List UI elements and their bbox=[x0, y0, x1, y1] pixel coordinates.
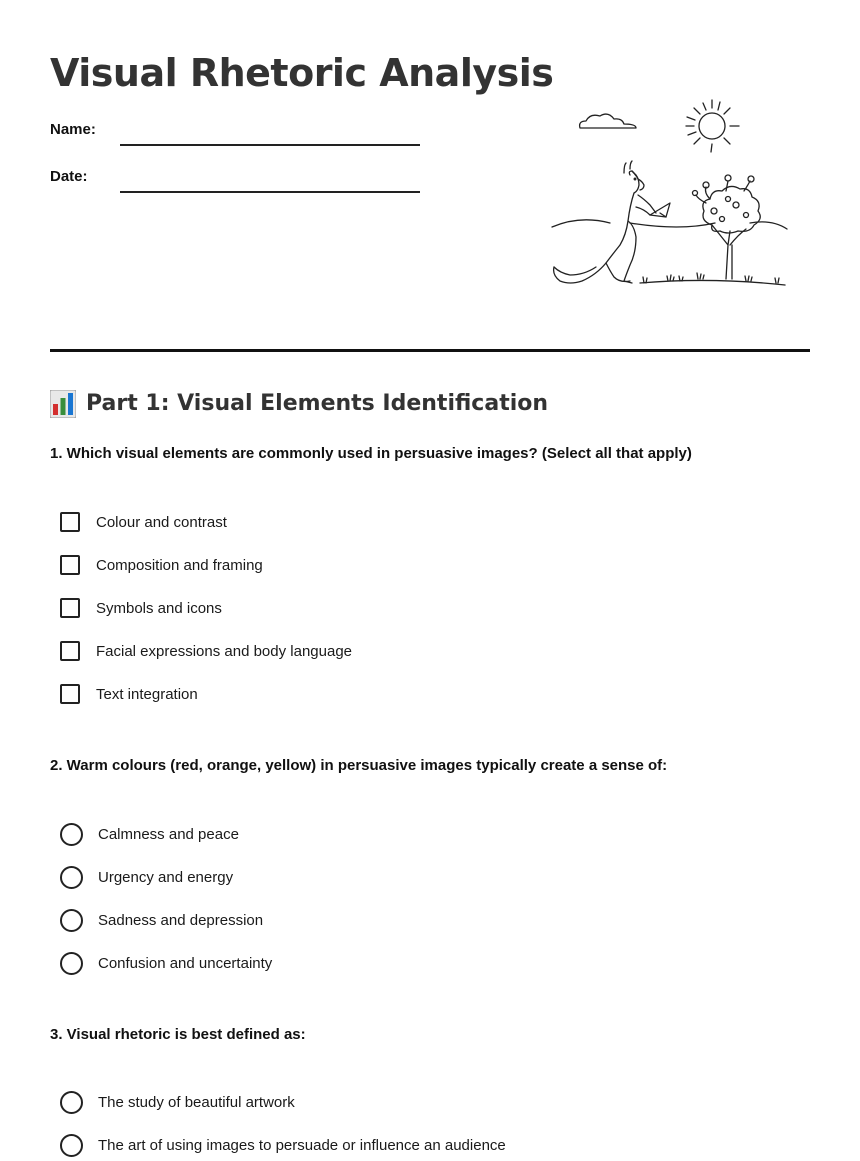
sun-icon bbox=[686, 100, 739, 152]
date-input-line[interactable] bbox=[120, 191, 420, 193]
q2-option-calmness[interactable] bbox=[60, 821, 239, 847]
tree-icon bbox=[693, 175, 761, 279]
q1-option-symbols-icons[interactable] bbox=[60, 595, 222, 621]
option-label: Sadness and depression bbox=[98, 911, 264, 929]
bar-chart-icon bbox=[50, 390, 76, 418]
q3-option-persuade-audience[interactable] bbox=[60, 1132, 506, 1158]
q1-option-colour-contrast[interactable] bbox=[60, 509, 227, 535]
option-label: Urgency and energy bbox=[98, 868, 234, 886]
option-label: Confusion and uncertainty bbox=[98, 954, 273, 972]
kangaroo-icon bbox=[554, 161, 670, 283]
date-label: Date: bbox=[50, 168, 88, 185]
worksheet-title: Visual Rhetoric Analysis bbox=[50, 51, 554, 95]
kangaroo-landscape-illustration bbox=[540, 95, 800, 295]
checkbox[interactable] bbox=[60, 555, 80, 575]
part1-title-text: Part 1: Visual Elements Identification bbox=[86, 391, 549, 416]
option-label: Composition and framing bbox=[96, 556, 263, 574]
question-1: 1. Which visual elements are commonly used in persuasive images? (Select all that apply) bbox=[50, 445, 692, 462]
option-label: Colour and contrast bbox=[96, 513, 227, 531]
checkbox[interactable] bbox=[60, 598, 80, 618]
horizon-line bbox=[552, 220, 610, 227]
date-field bbox=[50, 162, 422, 192]
q2-option-confusion[interactable] bbox=[60, 950, 272, 976]
option-label: Facial expressions and body language bbox=[96, 642, 353, 660]
question-2: 2. Warm colours (red, orange, yellow) in persuasive images typically create a sense of: bbox=[50, 757, 668, 774]
q1-option-facial-expressions[interactable] bbox=[60, 638, 352, 664]
q2-option-sadness[interactable] bbox=[60, 907, 263, 933]
checkbox[interactable] bbox=[60, 684, 80, 704]
question-3: 3. Visual rhetoric is best defined as: bbox=[50, 1026, 306, 1043]
radio-button[interactable] bbox=[60, 823, 83, 846]
option-label: Text integration bbox=[96, 685, 198, 703]
radio-button[interactable] bbox=[60, 1134, 83, 1157]
name-field bbox=[50, 115, 422, 145]
q1-option-text-integration[interactable] bbox=[60, 681, 198, 707]
radio-button[interactable] bbox=[60, 952, 83, 975]
option-label: The study of beautiful artwork bbox=[98, 1093, 295, 1111]
q3-option-beautiful-artwork[interactable] bbox=[60, 1089, 295, 1115]
part1-title bbox=[50, 388, 548, 420]
option-label: The art of using images to persuade or influence an audience bbox=[98, 1136, 506, 1154]
name-label: Name: bbox=[50, 121, 96, 138]
radio-button[interactable] bbox=[60, 866, 83, 889]
option-label: Symbols and icons bbox=[96, 599, 222, 617]
section-divider bbox=[50, 349, 810, 352]
checkbox[interactable] bbox=[60, 641, 80, 661]
radio-button[interactable] bbox=[60, 909, 83, 932]
cloud-icon bbox=[580, 114, 636, 128]
radio-button[interactable] bbox=[60, 1091, 83, 1114]
name-input-line[interactable] bbox=[120, 144, 420, 146]
checkbox[interactable] bbox=[60, 512, 80, 532]
option-label: Calmness and peace bbox=[98, 825, 239, 843]
q2-option-urgency[interactable] bbox=[60, 864, 233, 890]
q1-option-composition-framing[interactable] bbox=[60, 552, 263, 578]
